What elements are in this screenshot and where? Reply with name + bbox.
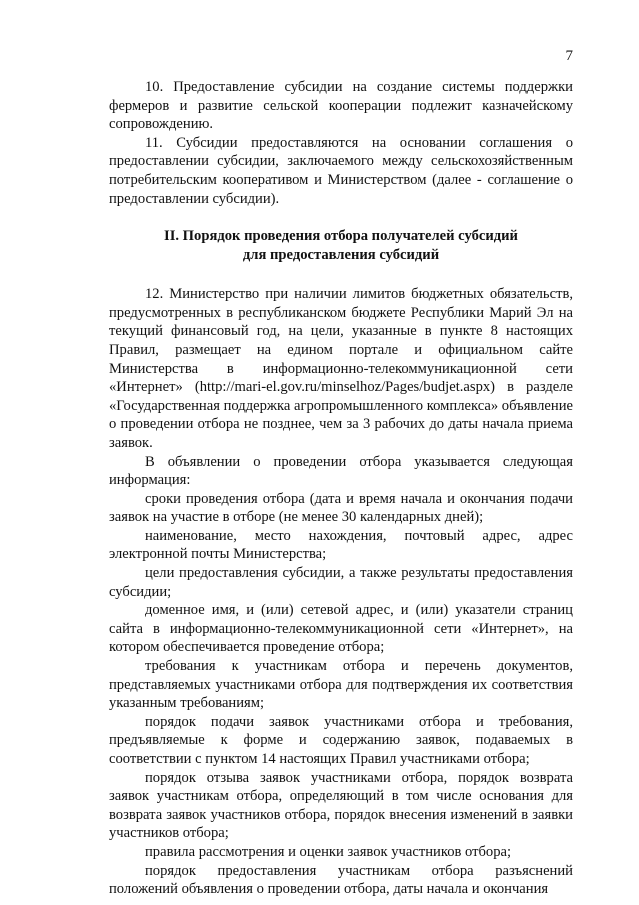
document-page [109, 0, 573, 905]
document-body [109, 78, 573, 899]
page-number: 7 [565, 48, 573, 64]
list-item-withdrawal-procedure: порядок отзыва заявок участниками отбора, порядок возврата заявок участникам отбора, определяющий в том числе основания для возврата заявок участников отбора, порядок внесения изменений в заявки участников отбора; [109, 769, 573, 842]
section-heading [109, 227, 573, 265]
paragraph-10: 10. Предоставление субсидии на создание системы поддержки фермеров и развитие сельской кооперации подлежит казначейскому сопровождению. [109, 79, 573, 133]
paragraph-11: 11. Субсидии предоставляются на основании соглашения о предоставлении субсидии, заключаемого между сельскохозяйственным потребительским кооперативом и Министерством (далее - соглашение о предоставлении субсидии). [109, 134, 573, 207]
list-item-application-procedure: порядок подачи заявок участниками отбора и требования, предъявляемые к форме и содержанию заявок, подаваемых в соответствии с пунктом 14 настоящих Правил участниками отбора; [109, 713, 573, 767]
list-item-goals-results: цели предоставления субсидии, а также результаты предоставления субсидии; [109, 565, 573, 600]
section-heading-line-1: II. Порядок проведения отбора получателей субсидий [164, 228, 518, 245]
list-item-evaluation-rules: правила рассмотрения и оценки заявок участников отбора; [145, 843, 512, 860]
list-item-clarification-procedure: порядок предоставления участникам отбора разъяснений положений объявления о проведении отбора, даты начала и окончания [109, 862, 573, 898]
list-item-name-address: наименование, место нахождения, почтовый адрес, адрес электронной почты Министерства; [109, 527, 573, 563]
list-item-requirements: требования к участникам отбора и перечень документов, представляемых участниками отбора для подтверждения их соответствия указанным требованиям; [109, 658, 573, 712]
paragraph-12: 12. Министерство при наличии лимитов бюджетных обязательств, предусмотренных в республиканском бюджете Республики Марий Эл на текущий финансовый год, на цели, указанные в пункте 8 настоящих Правил, размещает на едином портале и официальном сайте Министерства в информационно-телекоммуникационной сети «Интернет» (http://mari-el.gov.ru/minselhoz/Pages/budjet.aspx) в разделе «Государственная поддержка агропромышленного комплекса» объявление о проведении отбора не позднее, чем за 3 рабочих до даты начала приема заявок. [109, 286, 573, 451]
paragraph-announcement-intro: В объявлении о проведении отбора указывается следующая информация: [109, 453, 573, 489]
list-item-domain-name: доменное имя, и (или) сетевой адрес, и (или) указатели страниц сайта в информационно-телекоммуникационной сети «Интернет», на котором обеспечивается проведение отбора; [109, 602, 573, 656]
list-item-deadlines: сроки проведения отбора (дата и время начала и окончания подачи заявок на участие в отборе (не менее 30 календарных дней); [109, 490, 573, 526]
section-heading-line-2: для предоставления субсидий [242, 247, 440, 264]
